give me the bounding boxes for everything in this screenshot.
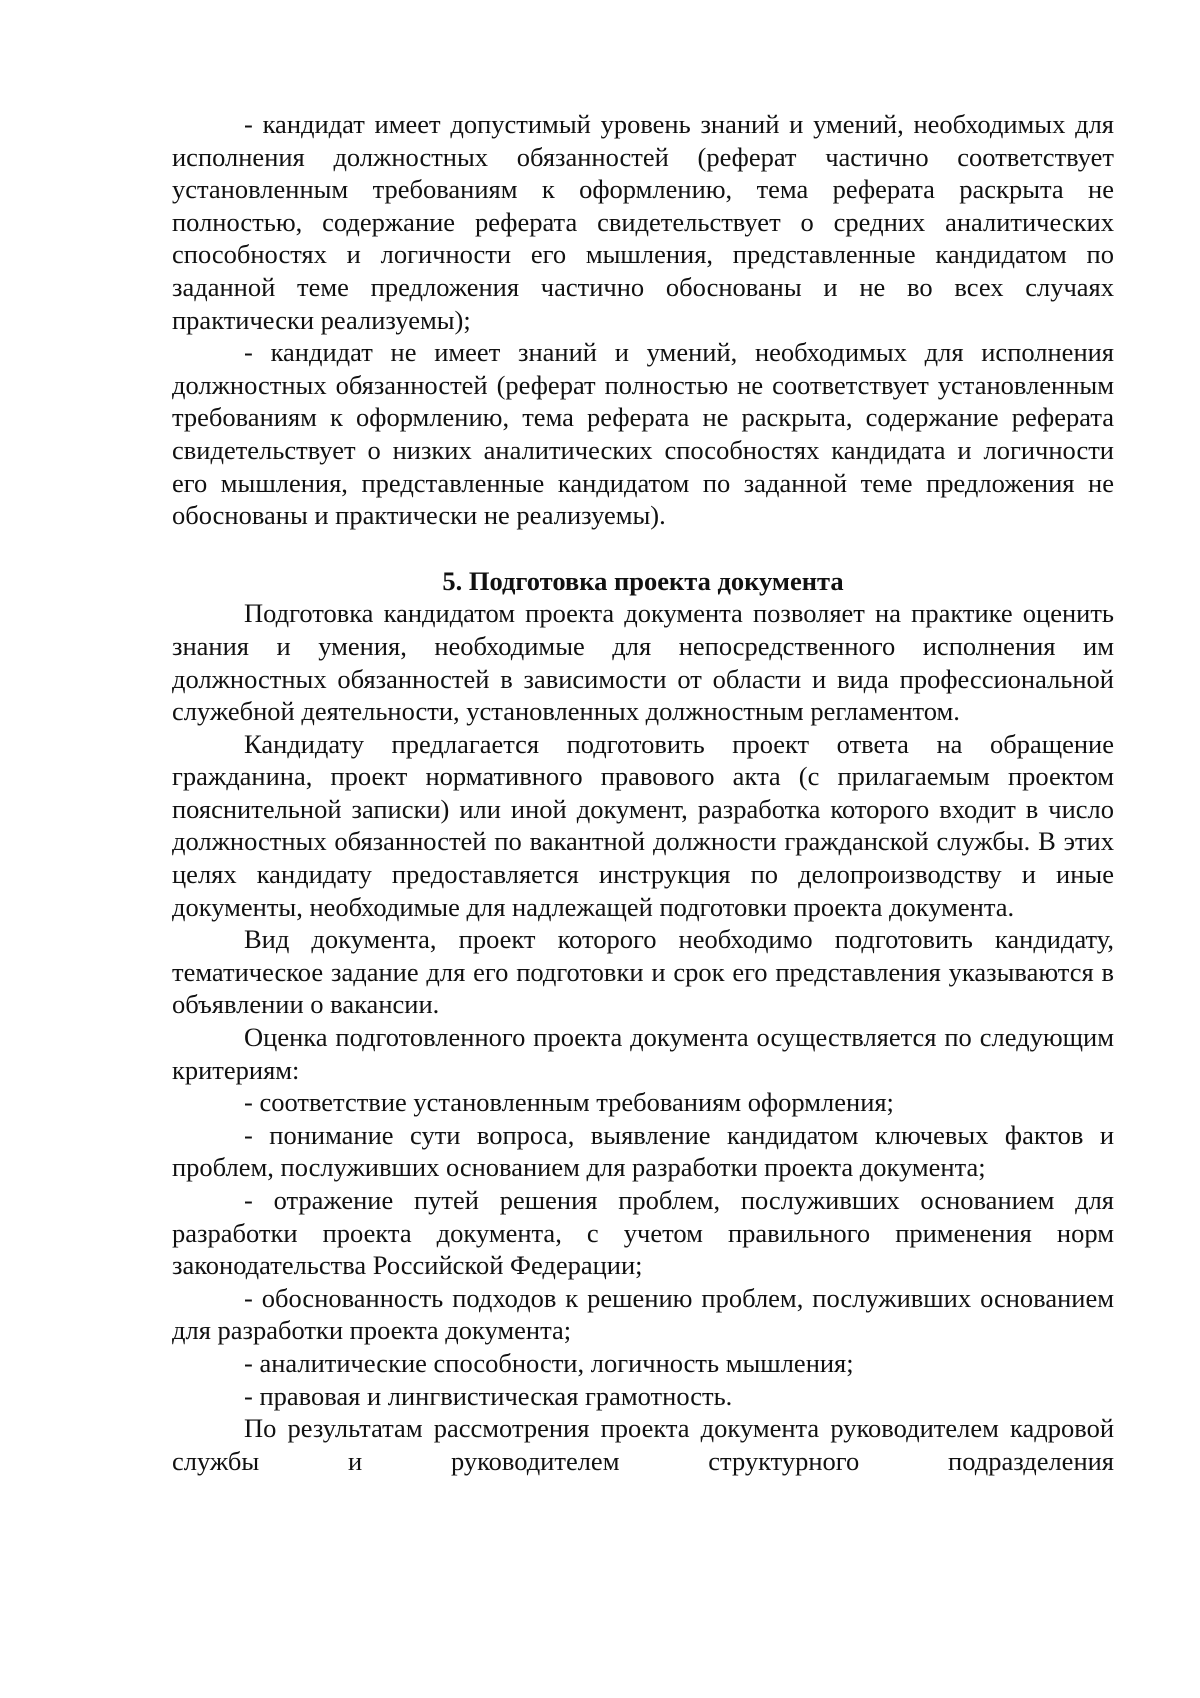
document-body: [172, 108, 1114, 1477]
list-item: - аналитические способности, логичность мышления;: [244, 1347, 854, 1378]
paragraph: - кандидат имеет допустимый уровень знаний и умений, необходимых для исполнения должностных обязанностей (реферат частично соответствует установленным требованиям к оформлению, тема реферата раскрыта не полностью, содержание реферата свидетельствует о средних аналитических способностях и логичности его мышления, представленные кандидатом по заданной теме предложения частично обоснованы и не во всех случаях практически реализуемы);: [172, 109, 1114, 335]
list-item: - понимание сути вопроса, выявление кандидатом ключевых фактов и проблем, послуживших основанием для разработки проекта документа;: [172, 1119, 1114, 1183]
list-item: - обоснованность подходов к решению проблем, послуживших основанием для разработки проекта документа;: [172, 1282, 1114, 1346]
paragraph: По результатам рассмотрения проекта документа руководителем кадровой службы и руководителем структурного подразделения: [172, 1413, 1114, 1476]
paragraph: Оценка подготовленного проекта документа осуществляется по следующим критериям:: [172, 1022, 1114, 1085]
section-heading: 5. Подготовка проекта документа: [442, 565, 844, 596]
paragraph: - кандидат не имеет знаний и умений, необходимых для исполнения должностных обязанностей (реферат полностью не соответствует установленным требованиям к оформлению, тема реферата не раскрыта, содержание реферата свидетельствует о низких аналитических способностях кандидата и логичности его мышления, представленные кандидатом по заданной теме предложения не обоснованы и практически не реализуемы).: [172, 337, 1114, 531]
list-item: - правовая и лингвистическая грамотность.: [244, 1380, 733, 1411]
paragraph: Кандидату предлагается подготовить проект ответа на обращение гражданина, проект нормативного правового акта (с прилагаемым проектом пояснительной записки) или иной документ, разработка которого входит в число должностных обязанностей по вакантной должности гражданской службы. В этих целях кандидату предоставляется инструкция по делопроизводству и иные документы, необходимые для надлежащей подготовки проекта документа.: [172, 728, 1114, 922]
paragraph: Подготовка кандидатом проекта документа позволяет на практике оценить знания и умения, необходимые для непосредственного исполнения им должностных обязанностей в зависимости от области и вида профессиональной служебной деятельности, установленных должностным регламентом.: [172, 598, 1114, 727]
list-item: - соответствие установленным требованиям оформления;: [244, 1087, 894, 1118]
list-item: - отражение путей решения проблем, послуживших основанием для разработки проекта документа, с учетом правильного применения норм законодательства Российской Федерации;: [172, 1185, 1114, 1281]
paragraph: Вид документа, проект которого необходимо подготовить кандидату, тематическое задание для его подготовки и срок его представления указываются в объявлении о вакансии.: [172, 924, 1114, 1020]
